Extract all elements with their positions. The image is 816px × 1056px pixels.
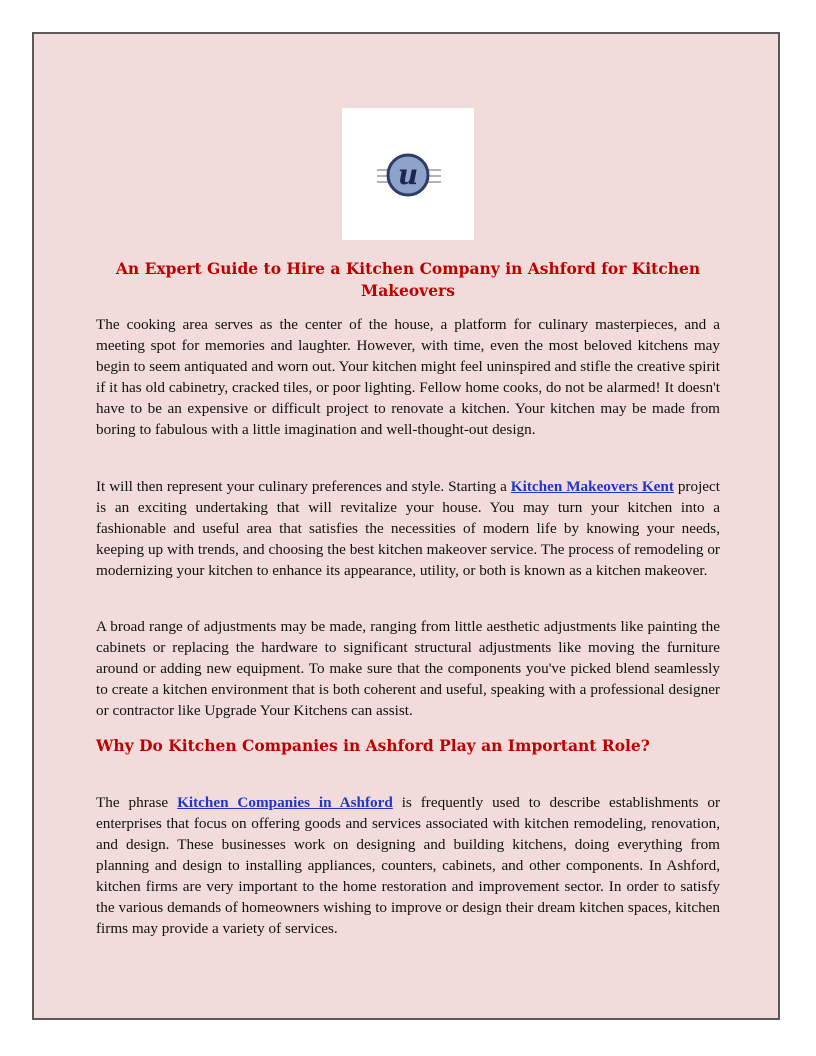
paragraph-intro: The cooking area serves as the center of the house, a platform for culinary masterpieces, and a meeting spot for memories and laughter. However, with time, even the most beloved kitchens may begin to seem antiquated and worn out. Your kitchen might feel uninspired and stifle the creative spirit if it has old cabinetry, cracked tiles, or poor lighting. Fellow home cooks, do not be alarmed! It doesn't have to be an expensive or difficult project to renovate a kitchen. Your kitchen may be made from boring to fabulous with a little imagination and well-thought-out design. xyxy=(96,316,720,438)
paragraph-adjustments: A broad range of adjustments may be made, ranging from little aesthetic adjustments like painting the cabinets or replacing the hardware to significant structural adjustments like moving the furniture around or adding new equipment. To make sure that the components you've picked blend seamlessly to create a kitchen environment that is both coherent and useful, speaking with a professional designer or contractor like Upgrade Your Kitchens can assist. xyxy=(96,618,720,719)
paragraph-text: It will then represent your culinary preferences and style. Starting a xyxy=(96,478,511,495)
logo-letter: u xyxy=(397,158,419,191)
paragraph-text: is frequently used to describe establishments or enterprises that focus on offering goods and services associated with kitchen remodeling, renovation, and design. These businesses work on designing and building kitchens, doing everything from planning and design to installing appliances, counters, cabinets, and other components. In Ashford, kitchen firms are very important to the home restoration and improvement sector. In order to satisfy the various demands of homeowners wishing to improve or design their dream kitchen spaces, kitchen firms may provide a variety of services. xyxy=(96,794,721,937)
kitchen-makeovers-kent-link[interactable]: Kitchen Makeovers Kent xyxy=(510,478,674,495)
company-logo xyxy=(342,108,474,240)
paragraph-makeover xyxy=(96,476,720,581)
kitchen-companies-ashford-link[interactable]: Kitchen Companies in Ashford xyxy=(177,794,393,811)
logo-icon xyxy=(342,108,474,240)
section-heading: Why Do Kitchen Companies in Ashford Play an Important Role? xyxy=(96,736,650,755)
paragraph-text: The phrase xyxy=(96,794,178,811)
paragraph-text: project is an exciting undertaking that will revitalize your house. You may turn your kitchen into a fashionable and useful area that satisfies the necessities of modern life by knowing your needs, keeping up with trends, and choosing the best kitchen makeover service. The process of remodeling or modernizing your kitchen to enhance its appearance, utility, or both is known as a kitchen makeover. xyxy=(96,478,720,579)
page-title: An Expert Guide to Hire a Kitchen Company in Ashford for Kitchen Makeovers xyxy=(115,259,701,300)
paragraph-companies xyxy=(96,792,720,939)
